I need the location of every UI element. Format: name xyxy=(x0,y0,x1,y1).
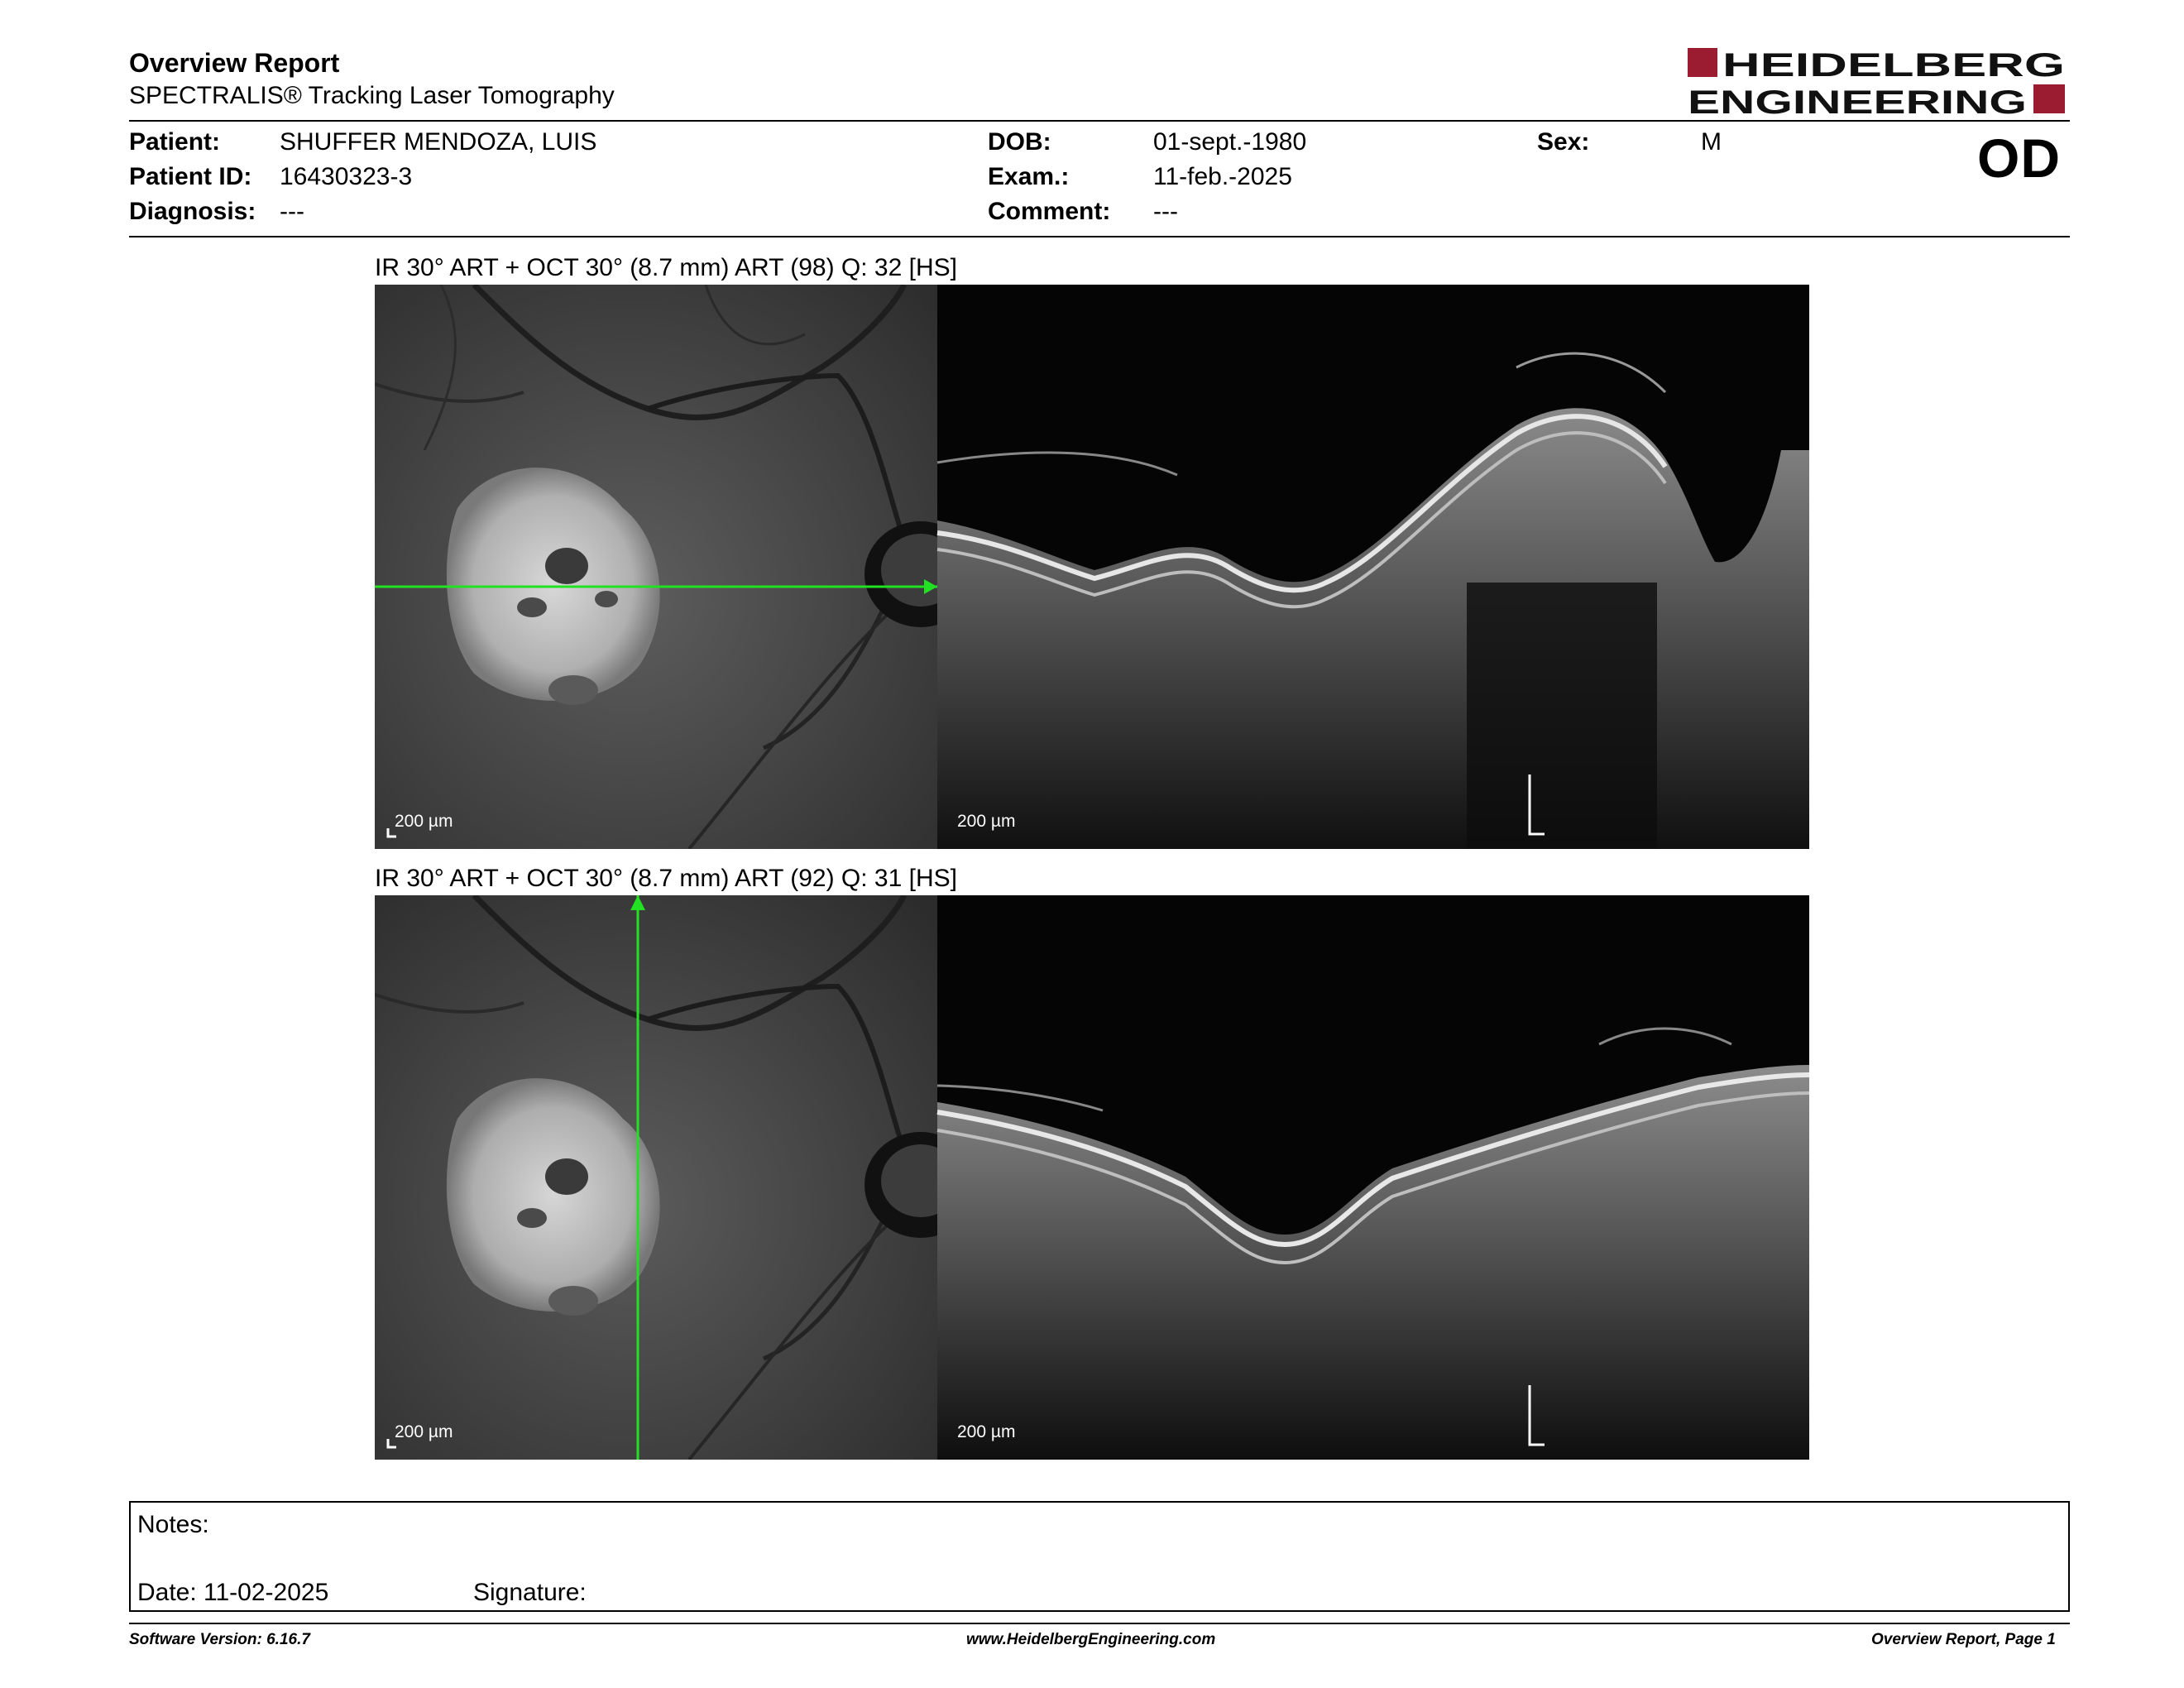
oct-scale-label-1: 200 µm xyxy=(957,812,1016,831)
website-link[interactable]: www.HeidelbergEngineering.com xyxy=(966,1631,1216,1648)
diagnosis-value: --- xyxy=(280,198,304,225)
patient-id: 16430323-3 xyxy=(280,163,413,190)
header-rule-bottom xyxy=(129,236,2070,237)
exam-label: Exam.: xyxy=(988,163,1070,190)
comment-label: Comment: xyxy=(988,198,1111,225)
logo-text-line2: ENGINEERING xyxy=(1688,84,2027,117)
oct-bscan-image-1 xyxy=(937,285,1809,849)
report-subtitle: SPECTRALIS® Tracking Laser Tomography xyxy=(129,82,615,109)
logo-text-line1: HEIDELBERG xyxy=(1722,47,2065,84)
dob-label: DOB: xyxy=(988,128,1051,156)
heidelberg-logo xyxy=(1688,46,2068,117)
logo-block-top xyxy=(1688,48,1717,77)
scan-2-caption: IR 30° ART + OCT 30° (8.7 mm) ART (92) Q: 31 [HS] xyxy=(375,865,957,892)
sex-label: Sex: xyxy=(1537,128,1590,156)
patient-id-label: Patient ID: xyxy=(129,163,252,190)
date-label: Date: 11-02-2025 xyxy=(137,1579,329,1606)
exam-value: 11-feb.-2025 xyxy=(1153,163,1292,190)
report-title: Overview Report xyxy=(129,48,340,78)
sex-value: M xyxy=(1701,128,1722,156)
logo-block-bottom xyxy=(2033,84,2065,113)
scan-2-panel xyxy=(375,895,1809,1460)
oct-bscan-image-2 xyxy=(937,895,1809,1460)
diagnosis-label: Diagnosis: xyxy=(129,198,256,225)
software-version: Software Version: 6.16.7 xyxy=(129,1631,310,1648)
patient-label: Patient: xyxy=(129,128,221,156)
page-number: Overview Report, Page 1 xyxy=(1871,1631,2056,1648)
eye-indicator: OD xyxy=(1977,127,2061,189)
scan-1-images xyxy=(375,285,1809,849)
ir-fundus-image-1 xyxy=(375,285,977,849)
ir-scale-label-1: 200 µm xyxy=(395,812,453,831)
oct-scale-label-2: 200 µm xyxy=(957,1422,1016,1441)
ir-scale-label-2: 200 µm xyxy=(395,1422,453,1441)
notes-label: Notes: xyxy=(137,1511,209,1538)
patient-name: SHUFFER MENDOZA, LUIS xyxy=(280,128,597,156)
scan-1-caption: IR 30° ART + OCT 30° (8.7 mm) ART (98) Q: 32 [HS] xyxy=(375,254,957,281)
scan-1-panel xyxy=(375,285,1809,849)
ir-fundus-image-2 xyxy=(375,895,977,1460)
comment-value: --- xyxy=(1153,198,1178,225)
footer-rule xyxy=(129,1623,2070,1624)
notes-box xyxy=(129,1501,2070,1612)
dob-value: 01-sept.-1980 xyxy=(1153,128,1307,156)
scan-2-images xyxy=(375,895,1809,1460)
header-rule-top xyxy=(129,120,2070,122)
signature-label: Signature: xyxy=(473,1579,587,1606)
